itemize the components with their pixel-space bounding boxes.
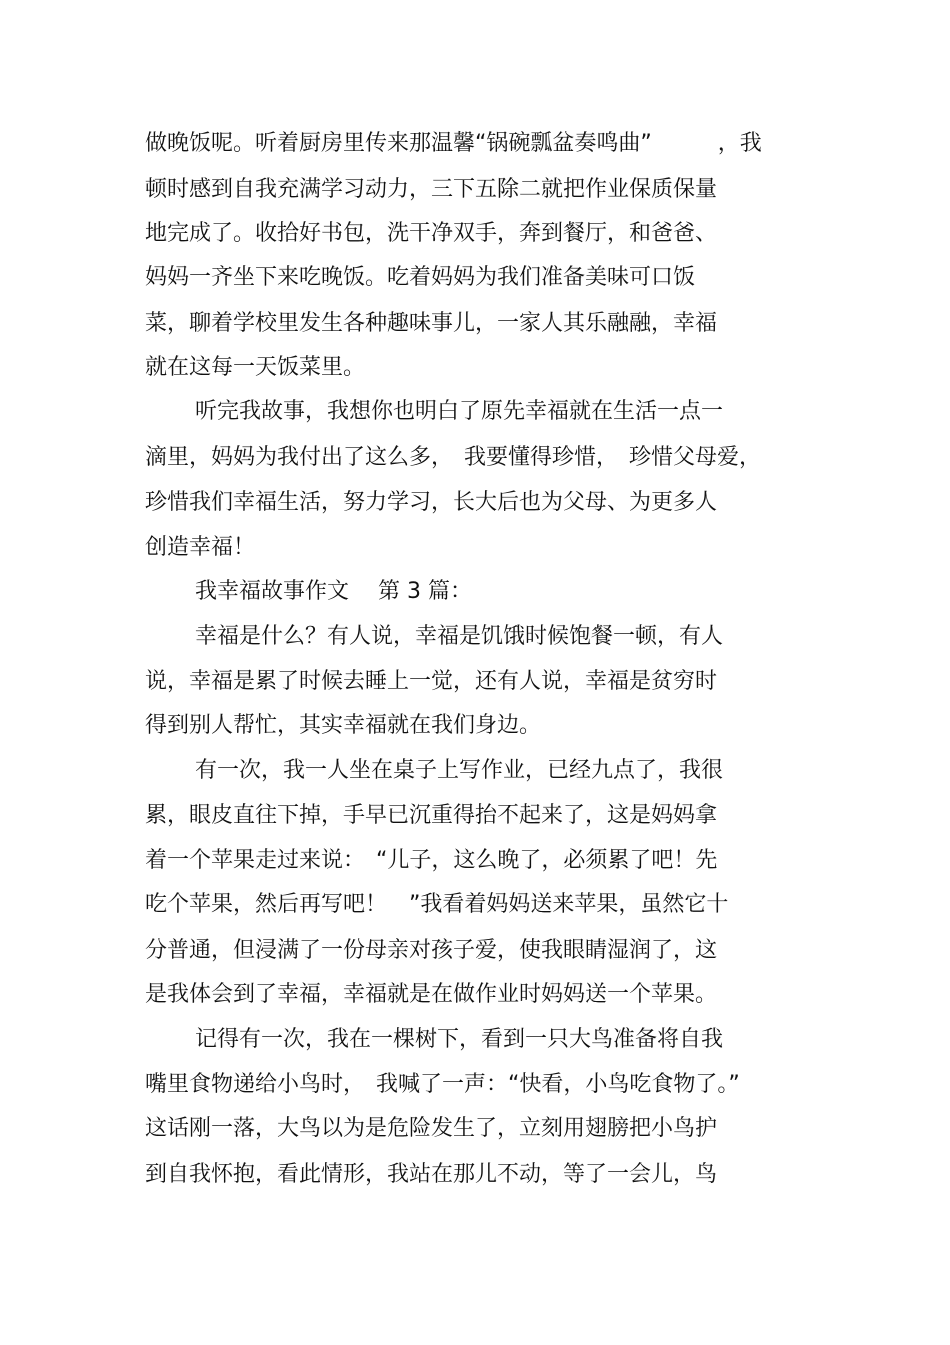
text-line: 这话刚一落，大鸟以为是危险发生了，立刻用翅膀把小鸟护: [145, 1116, 718, 1141]
text-line: 菜，聊着学校里发生各种趣味事儿，一家人其乐融融，幸福: [145, 311, 718, 336]
text-line: 顿时感到自我充满学习动力，三下五除二就把作业保质保量: [145, 177, 718, 202]
text-line: 到自我怀抱，看此情形，我站在那儿不动，等了一会儿，鸟: [145, 1162, 718, 1187]
text-line: 着一个苹果走过来说： “儿子，这么晚了，必须累了吧！先: [145, 848, 718, 873]
paragraph-first-line: 听完我故事，我想你也明白了原先幸福就在生活一点一: [195, 399, 724, 424]
text-line: 吃个苹果，然后再写吧！ ”我看着妈妈送来苹果，虽然它十: [145, 892, 729, 917]
text-line: 滴里，妈妈为我付出了这么多， 我要懂得珍惜， 珍惜父母爱，: [145, 445, 762, 470]
text-line: 地完成了。收拾好书包，洗干净双手，奔到餐厅，和爸爸、: [145, 221, 718, 246]
text-line: 妈妈一齐坐下来吃晚饭。吃着妈妈为我们准备美味可口饭: [145, 265, 696, 290]
text-line: 得到别人帮忙，其实幸福就在我们身边。: [145, 713, 542, 738]
text-line: 做晚饭呢。听着厨房里传来那温馨“锅碗瓢盆奏鸣曲” ，我: [145, 131, 762, 156]
text-line: 就在这每一天饭菜里。: [145, 355, 366, 380]
text-line: 累，眼皮直往下掉，手早已沉重得抬不起来了，这是妈妈拿: [145, 803, 718, 828]
text-line: 是我体会到了幸福，幸福就是在做作业时妈妈送一个苹果。: [145, 982, 718, 1007]
paragraph-first-line: 幸福是什么？有人说，幸福是饥饿时候饱餐一顿，有人: [195, 624, 724, 649]
text-line: 创造幸福！: [145, 535, 256, 560]
text-line: 嘴里食物递给小鸟时， 我喊了一声：“快看，小鸟吃食物了。”: [145, 1072, 740, 1097]
section-heading: 我幸福故事作文 第 3 篇：: [195, 579, 472, 604]
text-line: 珍惜我们幸福生活，努力学习，长大后也为父母、为更多人: [145, 490, 718, 515]
text-line: 说，幸福是累了时候去睡上一觉，还有人说，幸福是贫穷时: [145, 669, 718, 694]
paragraph-first-line: 有一次，我一人坐在桌子上写作业，已经九点了，我很: [195, 758, 724, 783]
text-line: 分普通，但浸满了一份母亲对孩子爱，使我眼睛湿润了，这: [145, 938, 718, 963]
paragraph-first-line: 记得有一次，我在一棵树下，看到一只大鸟准备将自我: [195, 1027, 724, 1052]
